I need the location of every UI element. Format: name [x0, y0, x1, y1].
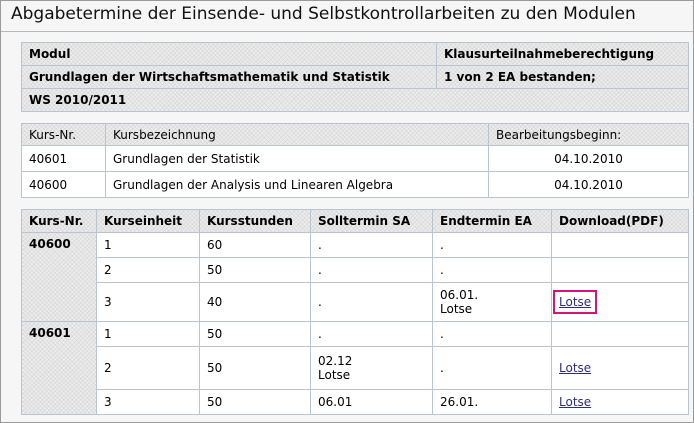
- col-kurs-nr: Kurs-Nr.: [22, 124, 106, 146]
- title-divider: [1, 31, 693, 32]
- hours: 60: [200, 233, 311, 258]
- solltermin-lotse: Lotse: [318, 368, 351, 382]
- unit: 2: [97, 347, 200, 390]
- course-table: [21, 123, 689, 198]
- table-row: [22, 283, 689, 322]
- solltermin: [311, 347, 433, 390]
- eligibility-value: 1 von 2 EA bestanden;: [437, 66, 689, 89]
- solltermin-date: 02.12: [318, 354, 353, 368]
- course-nr: 40601: [22, 146, 106, 172]
- download-cell: [552, 347, 689, 390]
- col-kursbezeichnung: Kursbezeichnung: [106, 124, 489, 146]
- endtermin-date: 06.01.: [440, 288, 479, 302]
- endtermin: .: [433, 258, 552, 283]
- schedule-table: [21, 209, 689, 415]
- table-row: [22, 347, 689, 390]
- page-title: Abgabetermine der Einsende- und Selbstkontrollarbeiten zu den Modulen: [11, 4, 636, 24]
- col-kurs-nr: Kurs-Nr.: [22, 210, 97, 233]
- endtermin: .: [433, 347, 552, 390]
- table-row: [22, 172, 689, 198]
- hours: 40: [200, 283, 311, 322]
- eligibility-header: Klausurteilnahmeberechtigung: [437, 43, 689, 66]
- download-link-lotse[interactable]: Lotse: [559, 295, 592, 309]
- solltermin: .: [311, 258, 433, 283]
- solltermin: .: [311, 322, 433, 347]
- solltermin: 06.01: [311, 390, 433, 415]
- col-kursstunden: Kursstunden: [200, 210, 311, 233]
- col-bearbeitungsbeginn: Bearbeitungsbeginn:: [489, 124, 689, 146]
- download-cell: [552, 233, 689, 258]
- hours: 50: [200, 390, 311, 415]
- course-start: 04.10.2010: [489, 146, 689, 172]
- download-link-lotse[interactable]: Lotse: [559, 395, 592, 409]
- hours: 50: [200, 322, 311, 347]
- endtermin: .: [433, 233, 552, 258]
- course-name: Grundlagen der Analysis und Linearen Algebra: [106, 172, 489, 198]
- table-row: [22, 146, 689, 172]
- hours: 50: [200, 347, 311, 390]
- col-kurseinheit: Kurseinheit: [97, 210, 200, 233]
- endtermin: 26.01.: [433, 390, 552, 415]
- group-kurs-nr: 40600: [22, 233, 97, 322]
- col-download-pdf: Download(PDF): [552, 210, 689, 233]
- module-name: Grundlagen der Wirtschaftsmathematik und Statistik: [22, 66, 437, 89]
- download-cell: [552, 322, 689, 347]
- group-kurs-nr: 40601: [22, 322, 97, 415]
- schedule-table-header: [22, 210, 689, 233]
- download-link-lotse[interactable]: Lotse: [559, 361, 592, 375]
- course-table-header: [22, 124, 689, 146]
- table-row: [22, 258, 689, 283]
- unit: 2: [97, 258, 200, 283]
- solltermin: .: [311, 283, 433, 322]
- col-endtermin-ea: Endtermin EA: [433, 210, 552, 233]
- endtermin: .: [433, 322, 552, 347]
- table-row: [22, 322, 689, 347]
- hours: 50: [200, 258, 311, 283]
- unit: 3: [97, 283, 200, 322]
- unit: 3: [97, 390, 200, 415]
- endtermin: [433, 283, 552, 322]
- module-info-table: [21, 42, 689, 112]
- endtermin-lotse: Lotse: [440, 302, 473, 316]
- highlight-box: [553, 290, 597, 314]
- col-solltermin-sa: Solltermin SA: [311, 210, 433, 233]
- solltermin: .: [311, 233, 433, 258]
- table-row: [22, 233, 689, 258]
- table-row: [22, 390, 689, 415]
- course-name: Grundlagen der Statistik: [106, 146, 489, 172]
- course-start: 04.10.2010: [489, 172, 689, 198]
- course-nr: 40600: [22, 172, 106, 198]
- module-header: Modul: [22, 43, 437, 66]
- unit: 1: [97, 233, 200, 258]
- unit: 1: [97, 322, 200, 347]
- download-cell: [552, 283, 689, 322]
- download-cell: [552, 390, 689, 415]
- download-cell: [552, 258, 689, 283]
- semester: WS 2010/2011: [22, 89, 689, 112]
